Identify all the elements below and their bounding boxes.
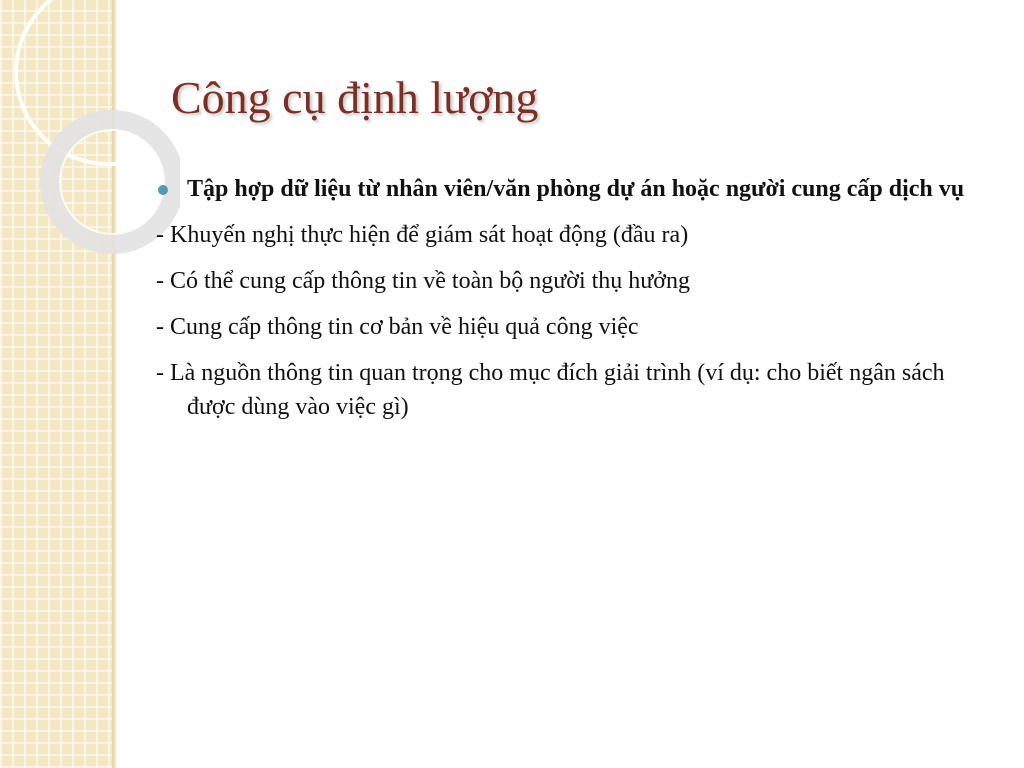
dash-item-2: - Có thể cung cấp thông tin về toàn bộ người thụ hưởng [156, 268, 690, 294]
decorative-circles [0, 0, 180, 260]
slide-content [156, 172, 986, 436]
slide-title: Công cụ định lượng [171, 72, 539, 123]
dash-item-1: - Khuyến nghị thực hiện để giám sát hoạt động (đầu ra) [156, 222, 689, 248]
dash-item-3: - Cung cấp thông tin cơ bản về hiệu quả công việc [156, 314, 639, 340]
decorative-circle-small-inner [60, 130, 164, 234]
bullet-dot-icon [158, 185, 168, 195]
bullet-item [156, 172, 986, 206]
dash-item-4: - Là nguồn thông tin quan trọng cho mục đích giải trình (ví dụ: cho biết ngân sách được dùng vào việc gì) [156, 360, 945, 420]
bullet-text: Tập hợp dữ liệu từ nhân viên/văn phòng dự án hoặc người cung cấp dịch vụ [187, 176, 965, 202]
